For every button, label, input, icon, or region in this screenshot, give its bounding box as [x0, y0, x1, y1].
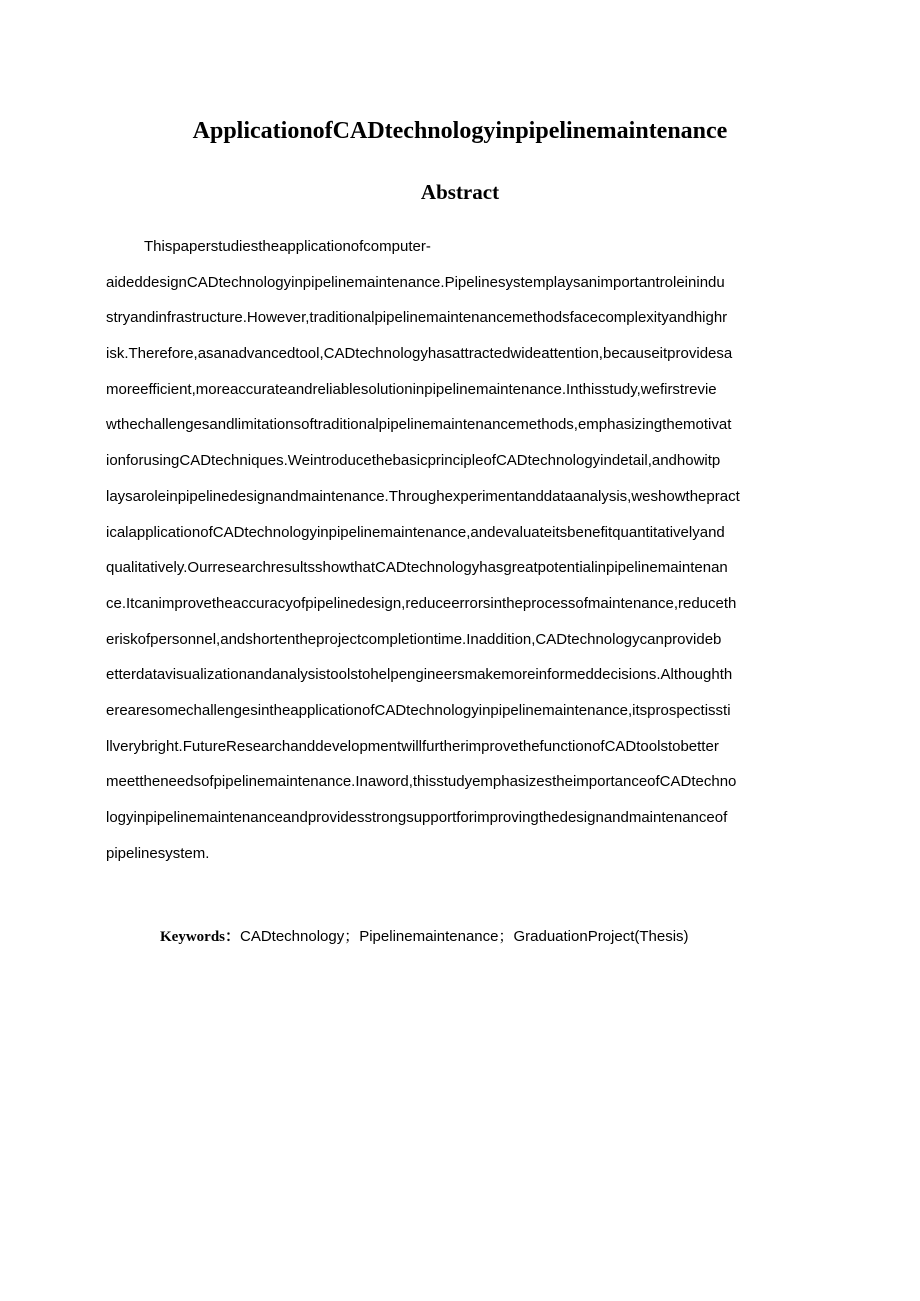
abstract-line: pipelinesystem.	[106, 844, 210, 862]
abstract-line: laysaroleinpipelinedesignandmaintenance.Throughexperimentanddataanalysis,weshowthepract	[106, 487, 740, 505]
abstract-line: meettheneedsofpipelinemaintenance.Inaword,thisstudyemphasizestheimportanceofCADtechno	[106, 773, 737, 791]
document-title: ApplicationofCADtechnologyinpipelinemaintenance	[192, 118, 728, 144]
keywords-text: CADtechnology；Pipelinemaintenance；GraduationProject(Thesis)	[240, 928, 689, 945]
abstract-line: llverybright.FutureResearchanddevelopmentwillfurtherimprovethefunctionofCADtoolstobetter	[106, 737, 719, 755]
keywords-label: Keywords：	[160, 929, 240, 945]
abstract-line: stryandinfrastructure.However,traditionalpipelinemaintenancemethodsfacecomplexityandhighr	[106, 309, 728, 327]
abstract-line: eriskofpersonnel,andshortentheprojectcompletiontime.Inaddition,CADtechnologycanprovideb	[106, 630, 722, 648]
abstract-body	[106, 236, 816, 878]
abstract-line: ce.Itcanimprovetheaccuracyofpipelinedesign,reduceerrorsintheprocessofmaintenance,reduceth	[106, 594, 737, 612]
abstract-line: isk.Therefore,asanadvancedtool,CADtechnologyhasattractedwideattention,becauseitprovidesa	[106, 345, 733, 363]
abstract-line: etterdatavisualizationandanalysistoolstohelpengineersmakemoreinformeddecisions.Althoughth	[106, 666, 733, 684]
abstract-line: wthechallengesandlimitationsoftraditionalpipelinemaintenancemethods,emphasizingthemotivat	[106, 416, 732, 434]
abstract-line: aideddesignCADtechnologyinpipelinemaintenance.Pipelinesystemplaysanimportantroleinindu	[106, 273, 725, 291]
abstract-line: ionforusingCADtechniques.WeintroducethebasicprincipleofCADtechnologyindetail,andhowitp	[106, 452, 721, 470]
abstract-line: Thispaperstudiestheapplicationofcomputer-	[144, 238, 431, 255]
abstract-line: logyinpipelinemaintenanceandprovidesstrongsupportforimprovingthedesignandmaintenanceof	[106, 809, 728, 826]
abstract-heading: Abstract	[420, 180, 500, 204]
abstract-line: icalapplicationofCADtechnologyinpipelinemaintenance,andevaluateitsbenefitquantitativelyand	[106, 523, 725, 541]
keywords-line	[160, 926, 689, 948]
abstract-line: erearesomechallengesintheapplicationofCADtechnologyinpipelinemaintenance,itsprospectissti	[106, 701, 731, 719]
abstract-line: moreefficient,moreaccurateandreliablesolutioninpipelinemaintenance.Inthisstudy,wefirstrevie	[106, 380, 717, 398]
abstract-line: qualitatively.OurresearchresultsshowthatCADtechnologyhasgreatpotentialinpipelinemaintenan	[106, 559, 728, 577]
